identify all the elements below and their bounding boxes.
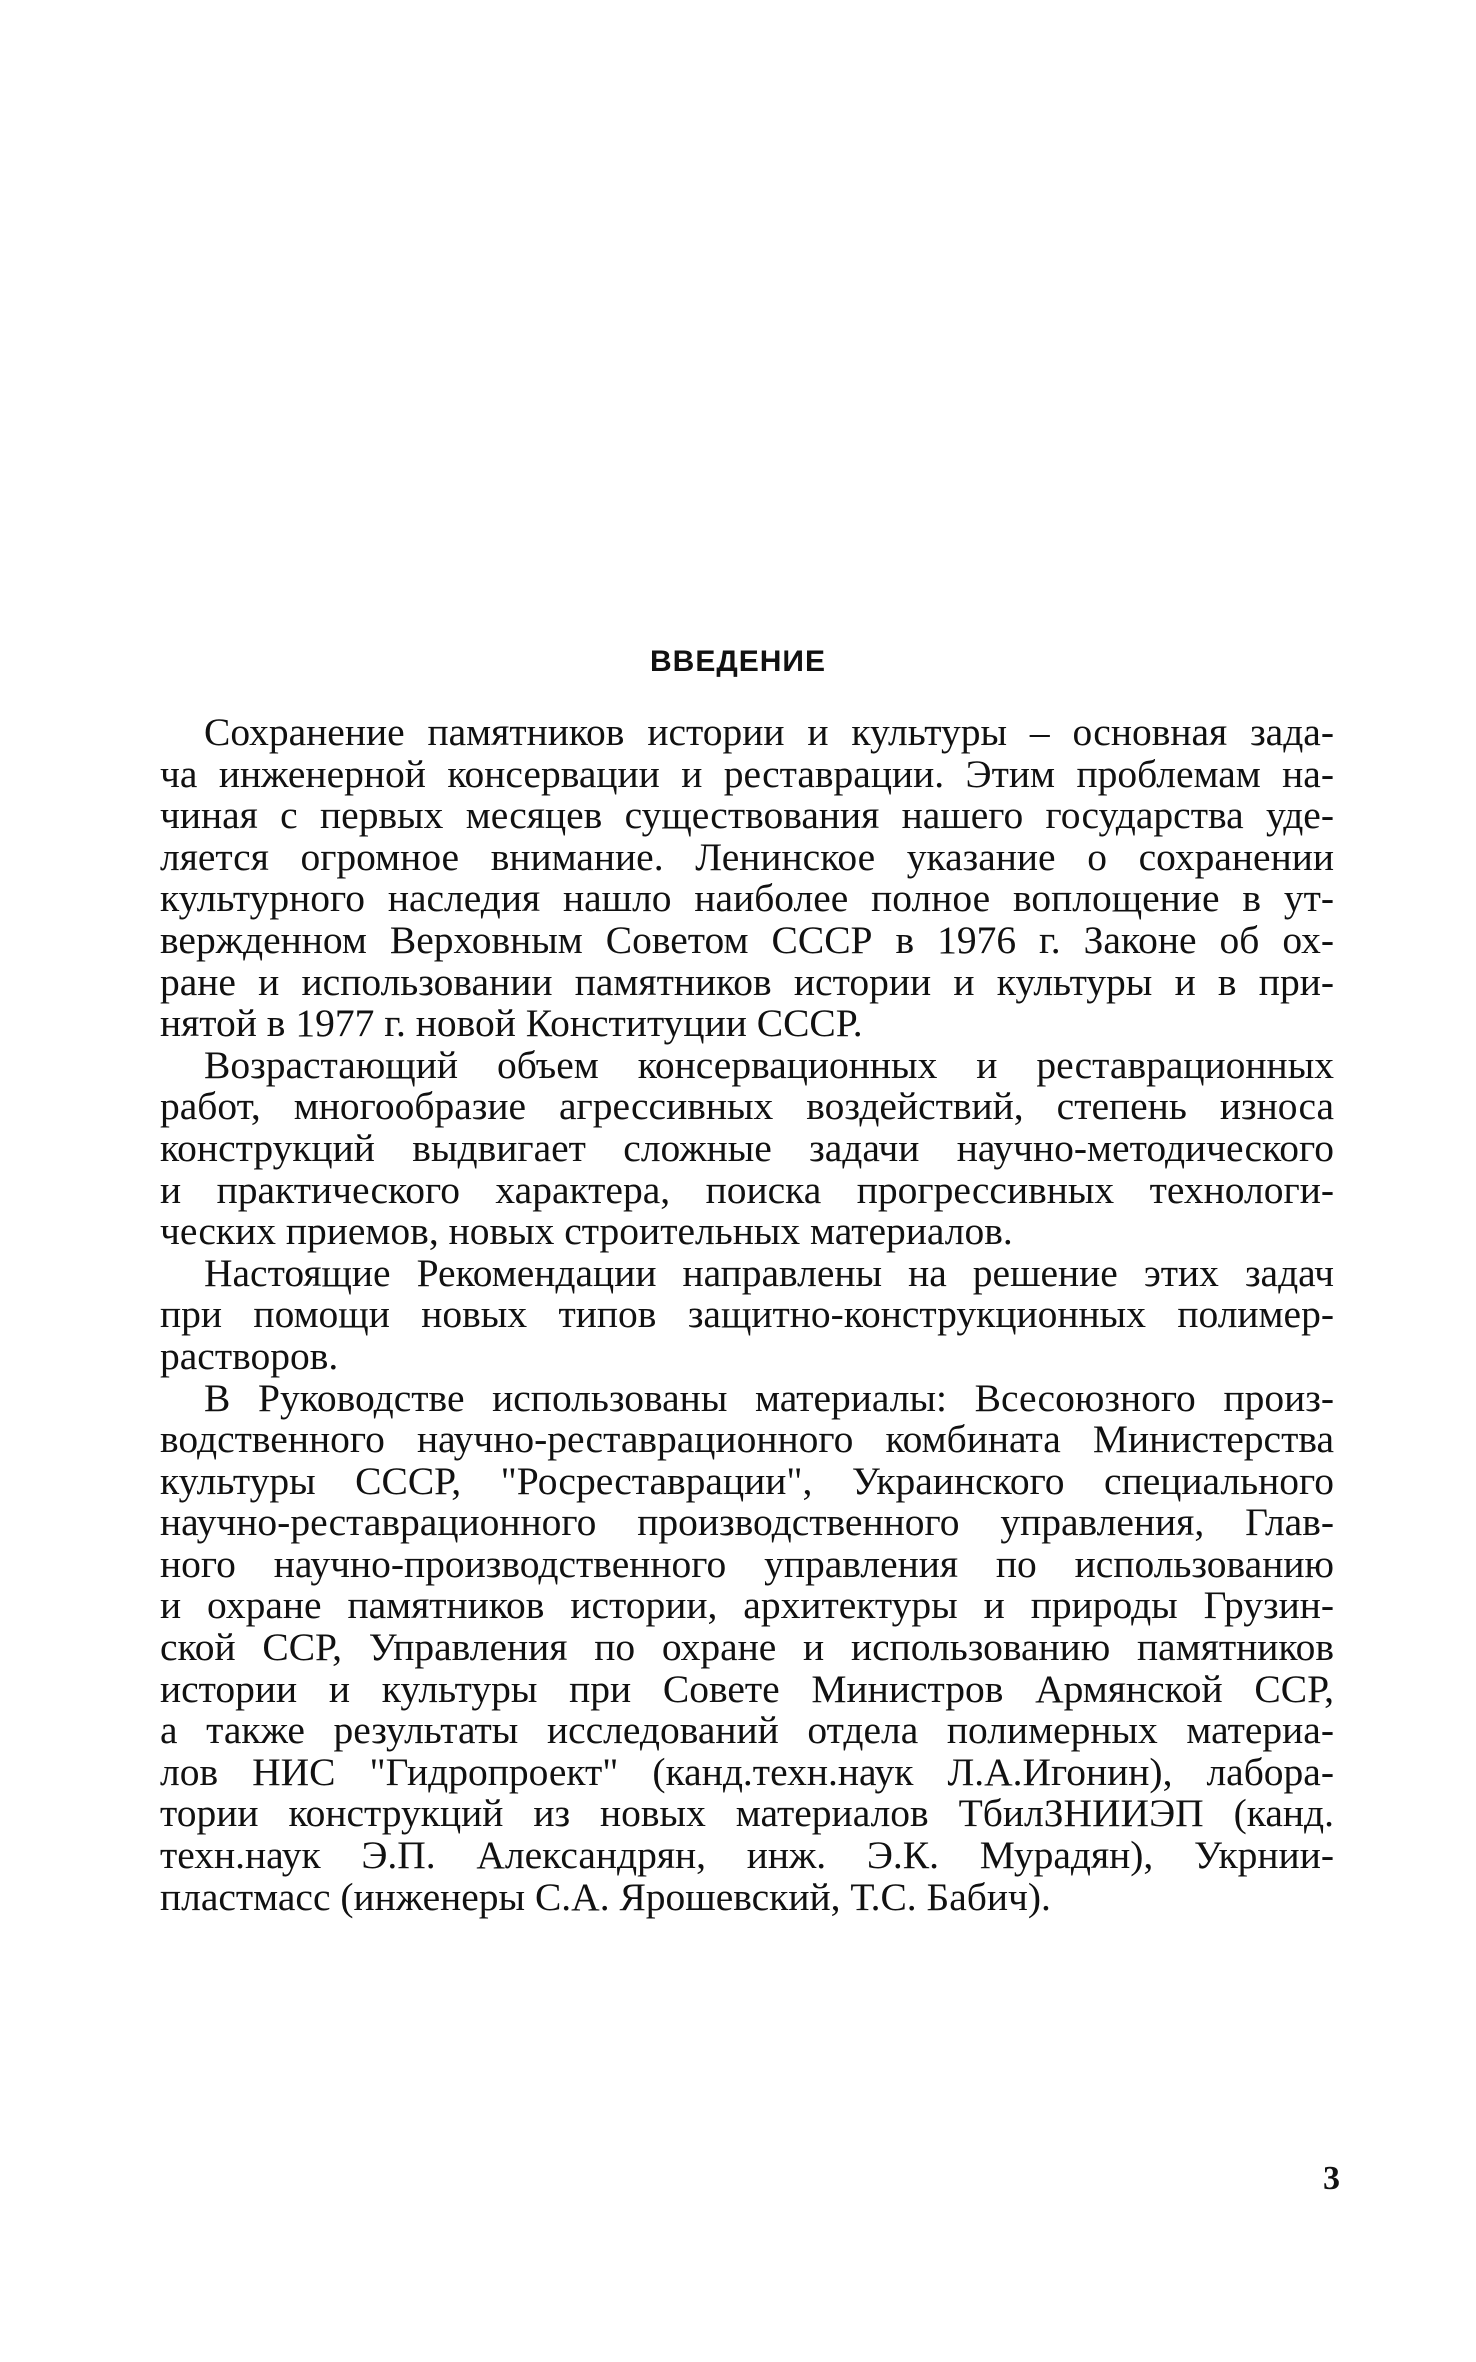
text-line: культуры СССР, "Росреставрации", Украинского специального	[160, 1458, 1334, 1503]
text-line: ного научно-производственного управления по использованию	[160, 1541, 1334, 1586]
text-line: растворов.	[160, 1333, 339, 1378]
text-line: лов НИС "Гидропроект" (канд.техн.наук Л.А.Игонин), лабора-	[160, 1749, 1334, 1794]
text-line: Настоящие Рекомендации направлены на решение этих задач	[204, 1250, 1334, 1295]
text-line: водственного научно-реставрационного комбината Министерства	[160, 1417, 1334, 1462]
text-line: научно-реставрационного производственного управления, Глав-	[160, 1500, 1334, 1545]
text-line: и охране памятников истории, архитектуры и природы Грузин-	[160, 1583, 1334, 1628]
text-line: ча инженерной консервации и реставрации. Этим проблемам на-	[160, 751, 1334, 796]
text-line: культурного наследия нашло наиболее полное воплощение в ут-	[160, 876, 1334, 921]
paragraph-1	[160, 712, 1334, 1045]
text-line: ране и использовании памятников истории и культуры и в при-	[160, 959, 1334, 1004]
text-line: и практического характера, поиска прогрессивных технологи-	[160, 1167, 1334, 1212]
text-line: при помощи новых типов защитно-конструкционных полимер-	[160, 1292, 1334, 1337]
paragraph-4	[160, 1375, 1334, 1919]
text-line: ческих приемов, новых строительных материалов.	[160, 1209, 1013, 1254]
text-line: конструкций выдвигает сложные задачи научно-методического	[160, 1125, 1334, 1170]
paragraph-2	[160, 1042, 1334, 1254]
text-line: вержденном Верховным Советом СССР в 1976 г. Законе об ох-	[160, 917, 1334, 962]
text-line: работ, многообразие агрессивных воздействий, степень износа	[160, 1084, 1334, 1129]
paragraph-3	[160, 1250, 1334, 1378]
text-line: истории и культуры при Совете Министров Армянской ССР,	[160, 1666, 1334, 1711]
text-line: техн.наук Э.П. Александрян, инж. Э.К. Мурадян), Укрнии-	[160, 1833, 1334, 1878]
text-line: нятой в 1977 г. новой Конституции СССР.	[160, 1001, 863, 1046]
text-line: ской ССР, Управления по охране и использованию памятников	[160, 1625, 1334, 1670]
text-line: В Руководстве использованы материалы: Всесоюзного произ-	[204, 1375, 1334, 1420]
text-line: Сохранение памятников истории и культуры – основная зада-	[204, 710, 1334, 754]
text-line: ляется огромное внимание. Ленинское указание о сохранении	[160, 834, 1334, 879]
text-line: пластмасс (инженеры С.А. Ярошевский, Т.С. Бабич).	[160, 1874, 1051, 1919]
text-line: а также результаты исследований отдела полимерных материа-	[160, 1708, 1334, 1753]
text-line: тории конструкций из новых материалов ТбилЗНИИЭП (канд.	[160, 1791, 1334, 1836]
text-line: чиная с первых месяцев существования нашего государства уде-	[160, 793, 1334, 838]
introduction-body	[160, 712, 1334, 1918]
section-heading: ВВЕДЕНИЕ	[650, 645, 826, 678]
page-number: 3	[1323, 2160, 1340, 2197]
text-line: Возрастающий объем консервационных и реставрационных	[204, 1042, 1334, 1087]
